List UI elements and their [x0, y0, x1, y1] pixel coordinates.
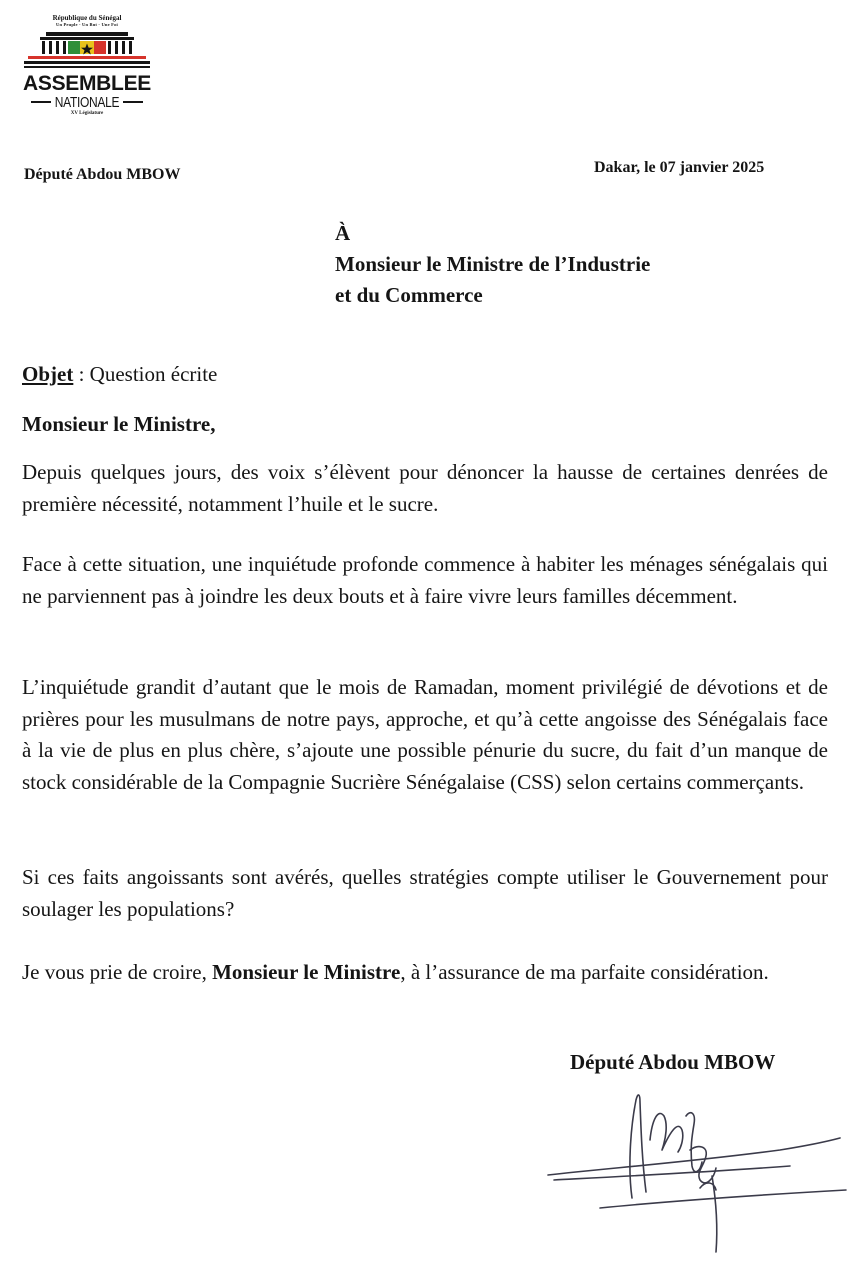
salutation: Monsieur le Ministre,: [22, 412, 216, 436]
recipient-block: [335, 218, 650, 311]
closing-text-after: , à l’assurance de ma parfaite considération.: [400, 960, 769, 984]
body-paragraph-3: L’inquiétude grandit d’autant que le mois de Ramadan, moment privilégié de dévotions et de prières pour les musulmans de notre pays, approche, et qu’à cette angoisse des Sénégalais face à la vie de plus en plus chère, s’ajoute une possible pénurie du sucre, du fait d’un manque de stock considérable de la Compagnie Sucrière Sénégalaise (CSS) selon certains commerçants.: [22, 675, 828, 794]
letterhead-rule-right: [123, 101, 143, 103]
signatory-name: Député Abdou MBOW: [570, 1050, 776, 1074]
subject-label: Objet: [22, 362, 74, 386]
subject-separator: :: [73, 362, 90, 386]
subject-line: [22, 359, 217, 390]
subject-text: Question écrite: [89, 362, 218, 386]
body-paragraph-4: Si ces faits angoissants sont avérés, quelles stratégies compte utiliser le Gouvernement pour soulager les populations?: [22, 865, 828, 921]
recipient-prefix: À: [335, 221, 351, 245]
letterhead-rule-left: [31, 101, 51, 103]
letterhead-institution-sub: NATIONALE: [54, 93, 120, 111]
handwritten-signature: [540, 1080, 850, 1260]
letterhead-institution: ASSEMBLEE: [23, 72, 151, 95]
recipient-line-2: et du Commerce: [335, 283, 483, 307]
letterhead-legislature: XV Législature: [70, 111, 104, 116]
closing-text-before: Je vous prie de croire,: [22, 960, 213, 984]
letterhead-sub-row: [18, 95, 156, 109]
assembly-building-emblem: [22, 30, 152, 72]
letterhead-motto: Un Peuple - Un But - Une Foi: [56, 22, 118, 27]
body-paragraph-2: Face à cette situation, une inquiétude profonde commence à habiter les ménages sénégalais qui ne parviennent pas à joindre les deux bouts et à faire vivre leurs familles décemment.: [22, 552, 828, 608]
date-line: Dakar, le 07 janvier 2025: [594, 159, 765, 176]
letterhead-country: République du Sénégal: [52, 14, 122, 22]
recipient-line-1: Monsieur le Ministre de l’Industrie: [335, 252, 651, 276]
closing-text-bold: Monsieur le Ministre: [212, 960, 401, 984]
body-paragraph-1: Depuis quelques jours, des voix s’élèvent pour dénoncer la hausse de certaines denrées de première nécessité, notamment l’huile et le sucre.: [22, 460, 828, 516]
author-line: Député Abdou MBOW: [24, 166, 181, 183]
letterhead: [18, 14, 156, 118]
body-paragraph-closing: [22, 957, 828, 989]
